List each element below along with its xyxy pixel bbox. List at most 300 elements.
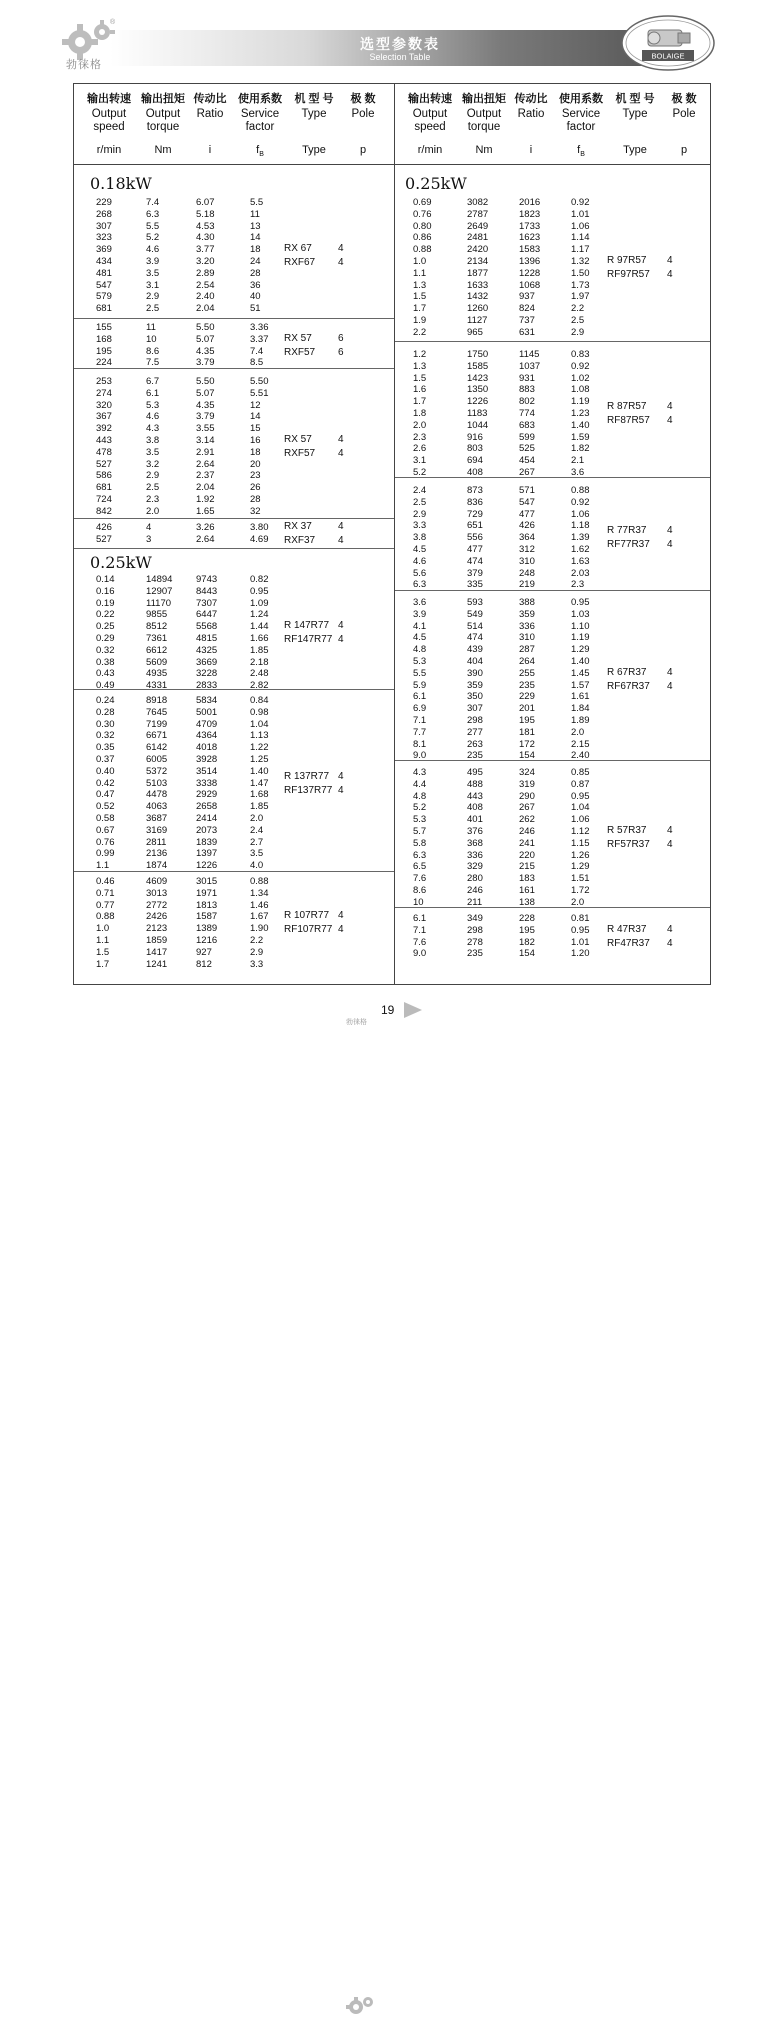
cell-value: 2420 — [467, 244, 489, 256]
right-column — [395, 84, 710, 984]
cell-value: 1.85 — [250, 801, 269, 813]
cell-value: 4935 — [146, 668, 168, 680]
cell-value: 937 — [519, 291, 535, 303]
cell-value: 4.6 — [146, 244, 160, 256]
cell-value: 426 — [96, 522, 112, 533]
left-header-cell: Output torque — [145, 108, 181, 133]
cell-value: 0.32 — [96, 644, 115, 656]
cell-value: 1.7 — [413, 303, 427, 315]
cell-value: 1.5 — [413, 291, 427, 303]
cell-value: 2.82 — [250, 680, 269, 692]
cell-value: 495 — [467, 767, 483, 778]
group-separator — [74, 518, 394, 519]
model-type — [284, 520, 315, 548]
cell-value: 1.6 — [413, 384, 427, 396]
cell-value: 1417 — [146, 946, 168, 958]
cell-value: 9855 — [146, 609, 168, 621]
cell-value: 1.62 — [571, 544, 590, 555]
cell-value: 3928 — [196, 754, 218, 765]
cell-value: 3.14 — [196, 435, 215, 446]
cell-value: 7.4 — [250, 345, 264, 357]
cell-value: 1.73 — [571, 279, 590, 291]
cell-value: 1183 — [467, 408, 488, 419]
cell-value: 359 — [467, 679, 483, 691]
model-type-line: RF107R77 — [284, 924, 333, 936]
model-type-line: R 97R57 — [607, 254, 647, 266]
cell-value: 0.35 — [96, 742, 115, 754]
cell-value: 1.84 — [571, 703, 590, 715]
cell-value: 379 — [467, 567, 483, 579]
pole-line: 4 — [667, 525, 673, 537]
cell-value: 1228 — [519, 267, 541, 279]
cell-value: 1.92 — [196, 494, 215, 505]
group-separator — [74, 318, 394, 319]
cell-value: 1.1 — [96, 860, 110, 872]
cell-value: 1.29 — [571, 861, 590, 873]
cell-value: 6447 — [196, 609, 218, 621]
cell-value: 0.43 — [96, 668, 115, 680]
cell-value: 349 — [467, 913, 483, 924]
cell-value: 11 — [146, 322, 156, 333]
pole-number — [338, 909, 344, 937]
pole-line: 4 — [338, 770, 344, 782]
left-header-cell: 输出扭矩 — [141, 93, 185, 105]
right-header-cell: Nm — [475, 144, 493, 156]
cell-value: 1145 — [519, 349, 540, 360]
cell-value: 235 — [467, 948, 483, 960]
table-row — [74, 789, 394, 801]
cell-value: 1216 — [196, 935, 218, 946]
table-row — [74, 657, 394, 669]
cell-value: 1397 — [196, 848, 218, 860]
logo-text: 勃徕格 — [66, 59, 102, 71]
cell-value: 6.7 — [146, 376, 160, 387]
model-type — [607, 524, 650, 552]
model-type-line: RF47R37 — [607, 937, 650, 949]
right-header-cell: 输出转速 — [408, 93, 452, 105]
cell-value: 2016 — [519, 197, 541, 208]
cell-value: 2929 — [196, 789, 218, 801]
cell-value: 527 — [96, 533, 112, 545]
cell-value: 549 — [467, 608, 483, 620]
table-row — [74, 494, 394, 506]
cell-value: 3.77 — [196, 244, 215, 256]
page-number: 19 — [381, 1003, 395, 1017]
power-rating: 0.25kW — [90, 553, 152, 572]
cell-value: 2.4 — [250, 824, 264, 836]
table-row — [74, 719, 394, 731]
cell-value: 1.10 — [571, 620, 590, 632]
table-row — [74, 470, 394, 482]
cell-value: 228 — [519, 913, 535, 924]
cell-value: 7361 — [146, 633, 168, 644]
table-row — [395, 209, 710, 221]
table-row — [395, 873, 710, 885]
right-header-cell: Ratio — [517, 108, 545, 120]
cell-value: 1.40 — [571, 419, 590, 431]
table-row — [395, 656, 710, 668]
cell-value: 1.29 — [571, 644, 590, 656]
cell-value: 3.3 — [413, 520, 427, 532]
cell-value: 579 — [96, 291, 112, 303]
table-row — [395, 597, 710, 609]
model-type-line: R 77R37 — [607, 525, 647, 537]
cell-value: 3.5 — [146, 446, 160, 458]
table-row — [395, 544, 710, 556]
page-header — [0, 0, 774, 70]
cell-value: 168 — [96, 333, 112, 345]
cell-value: 481 — [96, 267, 112, 279]
pole-line: 4 — [667, 680, 673, 692]
cell-value: 2.64 — [196, 458, 215, 470]
cell-value: 4.4 — [413, 778, 427, 790]
cell-value: 547 — [519, 496, 535, 508]
table-row — [74, 586, 394, 598]
cell-value: 1.1 — [96, 935, 110, 946]
cell-value: 235 — [467, 750, 483, 762]
cell-value: 5.51 — [250, 387, 269, 399]
cell-value: 4709 — [196, 718, 218, 730]
cell-value: 2.48 — [250, 668, 269, 680]
cell-value: 307 — [96, 220, 112, 232]
right-header-cell: r/min — [417, 144, 443, 156]
power-rating: 0.25kW — [405, 174, 467, 193]
cell-value: 836 — [467, 496, 483, 508]
model-type — [284, 619, 332, 647]
cell-value: 6.3 — [413, 579, 427, 591]
cell-value: 1633 — [467, 279, 489, 291]
cell-value: 1.40 — [250, 765, 269, 777]
table-row — [74, 303, 394, 315]
table-row — [74, 609, 394, 621]
cell-value: 1.46 — [250, 899, 269, 911]
cell-value: 0.82 — [250, 574, 269, 585]
cell-value: 1127 — [467, 315, 488, 326]
cell-value: 287 — [519, 644, 535, 656]
pole-number — [338, 520, 344, 548]
cell-value: 3669 — [196, 656, 218, 668]
table-row — [74, 825, 394, 837]
cell-value: 1.01 — [571, 208, 590, 220]
cell-value: 2.3 — [146, 494, 160, 505]
cell-value: 26 — [250, 482, 261, 494]
table-row — [74, 435, 394, 447]
cell-value: 388 — [519, 597, 535, 608]
table-row — [395, 485, 710, 497]
cell-value: 5.3 — [146, 399, 160, 411]
cell-value: 262 — [519, 814, 535, 826]
header-separator — [74, 164, 394, 165]
cell-value: 0.92 — [571, 496, 590, 508]
cell-value: 220 — [519, 849, 535, 861]
cell-value: 4.6 — [413, 555, 427, 567]
cell-value: 3687 — [146, 813, 168, 824]
table-row — [395, 327, 710, 339]
cell-value: 4063 — [146, 801, 168, 813]
cell-value: 274 — [96, 387, 112, 399]
cell-value: 2.40 — [196, 291, 215, 303]
cell-value: 172 — [519, 738, 535, 750]
cell-value: 4.8 — [413, 790, 427, 802]
cell-value: 1.65 — [196, 505, 215, 517]
cell-value: 0.16 — [96, 585, 115, 597]
cell-value: 2.0 — [146, 505, 160, 517]
right-header-cell: 机 型 号 — [615, 93, 655, 105]
cell-value: 51 — [250, 303, 261, 315]
cell-value: 0.95 — [250, 585, 269, 597]
cell-value: 2.03 — [571, 567, 590, 579]
cell-value: 255 — [519, 667, 535, 679]
cell-value: 514 — [467, 620, 483, 632]
group-separator — [74, 368, 394, 369]
cell-value: 2.91 — [196, 446, 215, 458]
cell-value: 404 — [467, 656, 483, 667]
cell-value: 2073 — [196, 824, 218, 836]
table-row — [74, 742, 394, 754]
cell-value: 267 — [519, 802, 535, 814]
cell-value: 2.89 — [196, 267, 215, 279]
cell-value: 195 — [519, 924, 535, 936]
right-header-cell: Type — [623, 144, 647, 156]
cell-value: 224 — [96, 357, 112, 369]
cell-value: 3.80 — [250, 522, 269, 533]
cell-value: 392 — [96, 423, 112, 435]
table-row — [395, 291, 710, 303]
cell-value: 267 — [519, 467, 535, 478]
cell-value: 7645 — [146, 706, 168, 718]
table-row — [395, 197, 710, 209]
cell-value: 0.76 — [413, 208, 432, 220]
model-type-line: RX 67 — [284, 243, 312, 254]
cell-value: 319 — [519, 778, 535, 790]
cell-value: 4.35 — [196, 399, 215, 411]
cell-value: 1.06 — [571, 508, 590, 520]
cell-value: 4325 — [196, 644, 218, 656]
cell-value: 307 — [467, 703, 483, 715]
group-separator — [74, 871, 394, 872]
table-row — [395, 680, 710, 692]
cell-value: 9743 — [196, 574, 218, 585]
cell-value: 2.9 — [571, 326, 585, 338]
cell-value: 2.5 — [146, 482, 160, 494]
cell-value: 1.57 — [571, 679, 590, 691]
model-type — [607, 400, 650, 428]
cell-value: 1.18 — [571, 520, 590, 532]
cell-value: 7.4 — [146, 197, 160, 208]
cell-value: 3.6 — [413, 597, 427, 608]
cell-value: 8.6 — [146, 345, 160, 357]
model-type-line: RF97R57 — [607, 268, 650, 280]
cell-value: 4.30 — [196, 232, 215, 244]
cell-value: 4.53 — [196, 220, 215, 232]
table-row — [74, 534, 394, 546]
cell-value: 1.39 — [571, 532, 590, 544]
table-row — [395, 373, 710, 385]
cell-value: 1037 — [519, 360, 541, 372]
table-row — [395, 703, 710, 715]
cell-value: 0.38 — [96, 656, 115, 668]
cell-value: 1.23 — [571, 408, 590, 419]
cell-value: 4.3 — [146, 423, 160, 435]
cell-value: 2.40 — [571, 750, 590, 762]
cell-value: 1839 — [196, 836, 218, 848]
right-header-cell: 输出扭矩 — [462, 93, 506, 105]
cell-value: 631 — [519, 326, 535, 338]
cell-value: 3.37 — [250, 333, 269, 345]
cell-value: 3.20 — [196, 256, 215, 267]
cell-value: 219 — [519, 579, 535, 591]
cell-value: 1750 — [467, 349, 489, 360]
model-type-line: R 67R37 — [607, 666, 647, 678]
cell-value: 8512 — [146, 621, 168, 633]
pole-number — [667, 666, 673, 694]
table-row — [395, 767, 710, 779]
model-type-line: RXF57 — [284, 346, 316, 358]
cell-value: 5568 — [196, 621, 218, 633]
cell-value: 488 — [467, 778, 483, 790]
cell-value: 0.95 — [571, 790, 590, 802]
cell-value: 1.66 — [250, 633, 269, 644]
cell-value: 724 — [96, 494, 112, 505]
table-row — [74, 923, 394, 935]
cell-value: 1.12 — [571, 826, 590, 837]
cell-value: 14894 — [146, 574, 173, 585]
pole-line: 4 — [667, 923, 673, 935]
cell-value: 1.02 — [571, 372, 590, 384]
cell-value: 5.6 — [413, 567, 427, 579]
cell-value: 0.29 — [96, 633, 115, 644]
cell-value: 6671 — [146, 730, 168, 742]
cell-value: 916 — [467, 431, 483, 443]
group-separator — [395, 341, 710, 342]
table-row — [395, 715, 710, 727]
table-row — [74, 778, 394, 790]
cell-value: 350 — [467, 691, 483, 703]
cell-value: 774 — [519, 408, 535, 419]
cell-value: 1823 — [519, 208, 541, 220]
cell-value: 201 — [519, 703, 535, 715]
cell-value: 408 — [467, 467, 483, 478]
pole-line: 4 — [667, 414, 673, 426]
table-row — [395, 885, 710, 897]
table-row — [74, 334, 394, 346]
cell-value: 0.99 — [96, 848, 115, 860]
table-row — [395, 315, 710, 327]
model-type-line: RF77R37 — [607, 539, 650, 551]
cell-value: 8918 — [146, 695, 168, 706]
table-row — [74, 291, 394, 303]
cell-value: 2658 — [196, 801, 218, 813]
left-column — [74, 84, 394, 984]
table-row — [395, 609, 710, 621]
cell-value: 1971 — [196, 887, 218, 899]
cell-value: 2.0 — [413, 419, 427, 431]
pole-line: 4 — [667, 268, 673, 280]
cell-value: 248 — [519, 567, 535, 579]
cell-value: 36 — [250, 279, 261, 291]
cell-value: 474 — [467, 555, 483, 567]
table-row — [74, 280, 394, 292]
table-row — [395, 621, 710, 633]
footer-logo-text: 勃徕格 — [346, 1019, 367, 1026]
cell-value: 8.1 — [413, 738, 427, 750]
pole-line: 4 — [667, 400, 673, 412]
table-row — [395, 443, 710, 455]
cell-value: 1623 — [519, 232, 541, 244]
cell-value: 6.5 — [413, 861, 427, 873]
cell-value: 2.0 — [571, 896, 585, 908]
right-header-cell: $f_B$ — [577, 144, 585, 159]
cell-value: 2.15 — [571, 738, 590, 750]
cell-value: 1350 — [467, 384, 489, 396]
cell-value: 195 — [96, 345, 112, 357]
cell-value: 1.3 — [413, 279, 427, 291]
cell-value: 13 — [250, 220, 261, 232]
cell-value: 5834 — [196, 695, 218, 706]
cell-value: 229 — [519, 691, 535, 703]
table-row — [395, 349, 710, 361]
cell-value: 2.04 — [196, 303, 215, 315]
cell-value: 2.0 — [250, 813, 264, 824]
table-row — [395, 913, 710, 925]
model-type — [284, 332, 315, 360]
model-type — [284, 770, 332, 798]
cell-value: 0.87 — [571, 778, 590, 790]
cell-value: 336 — [467, 849, 483, 861]
cell-value: 3.2 — [146, 458, 160, 470]
cell-value: 335 — [467, 579, 483, 591]
table-row — [395, 691, 710, 703]
cell-value: 1.82 — [571, 443, 590, 455]
cell-value: 253 — [96, 376, 112, 387]
table-row — [395, 268, 710, 280]
cell-value: 3228 — [196, 668, 218, 680]
cell-value: 1.50 — [571, 267, 590, 279]
cell-value: 5.5 — [146, 220, 160, 232]
pole-number — [338, 242, 344, 270]
table-row — [395, 826, 710, 838]
model-type — [607, 923, 650, 951]
cell-value: 2772 — [146, 899, 168, 911]
cell-value: 1.68 — [250, 789, 269, 801]
table-row — [395, 384, 710, 396]
cell-value: 651 — [467, 520, 483, 532]
cell-value: 336 — [519, 620, 535, 632]
table-row — [74, 730, 394, 742]
left-header-cell: r/min — [96, 144, 122, 156]
table-row — [395, 632, 710, 644]
cell-value: 1.17 — [571, 244, 590, 256]
model-type-line: R 57R37 — [607, 824, 647, 836]
pole-number — [338, 770, 344, 798]
cell-value: 571 — [519, 485, 535, 496]
cell-value: 7.1 — [413, 715, 427, 726]
model-type — [607, 666, 650, 694]
cell-value: 1.25 — [250, 754, 269, 765]
cell-value: 3.36 — [250, 322, 269, 333]
cell-value: 298 — [467, 924, 483, 936]
table-row — [395, 668, 710, 680]
table-row — [395, 497, 710, 509]
cell-value: 367 — [96, 411, 112, 423]
cell-value: 0.69 — [413, 197, 432, 208]
right-header-cell: Output speed — [412, 108, 448, 133]
table-row — [395, 509, 710, 521]
table-row — [74, 935, 394, 947]
cell-value: 3.8 — [146, 435, 160, 446]
cell-value: 1.32 — [571, 256, 590, 267]
cell-value: 3082 — [467, 197, 489, 208]
